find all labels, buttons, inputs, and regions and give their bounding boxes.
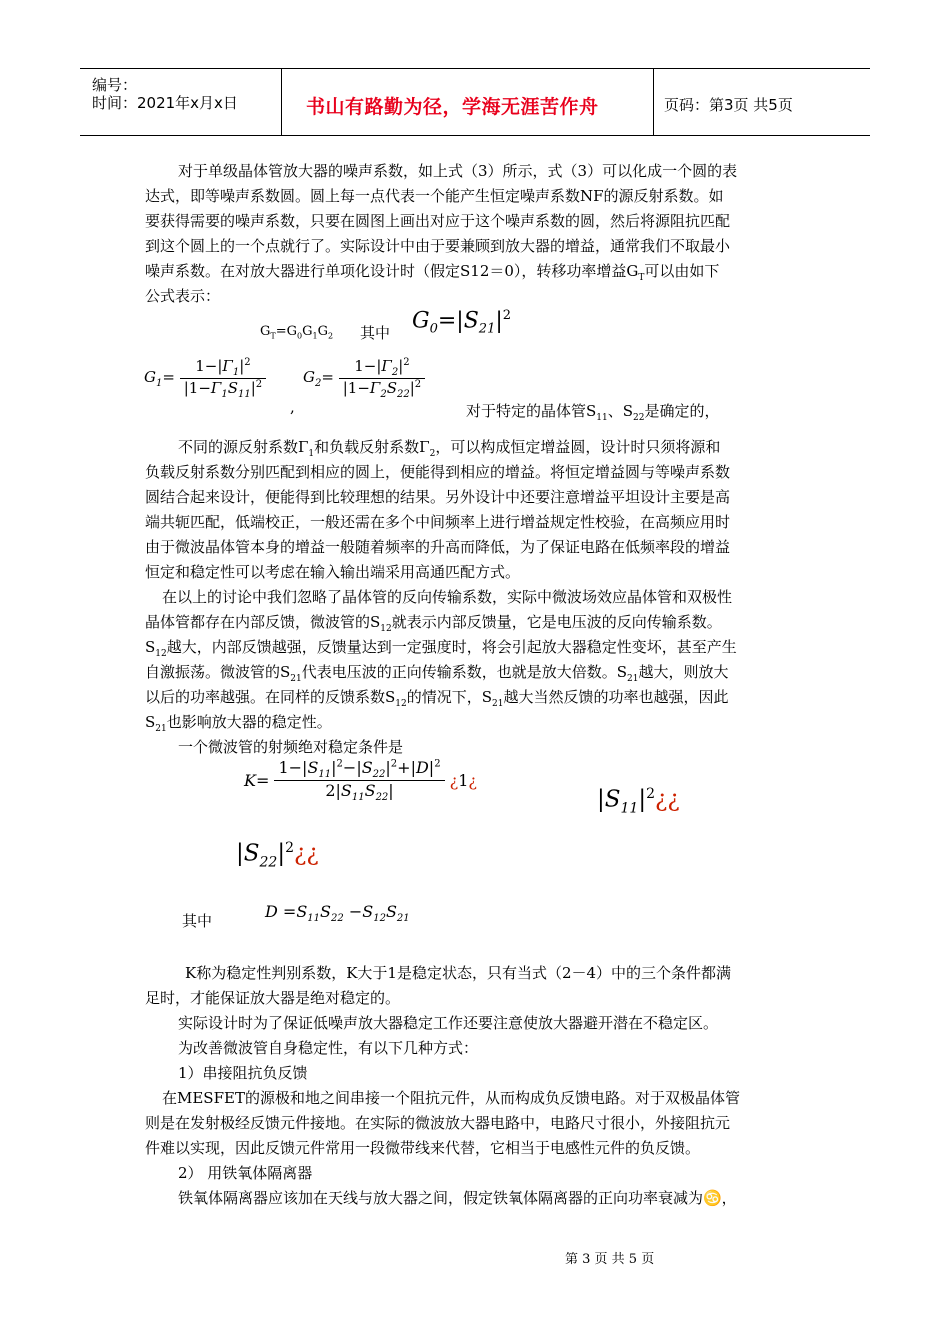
text-line: 到这个圆上的一个点就行了。实际设计中由于要兼顾到放大器的增益，通常我们不取最小	[145, 237, 731, 255]
text-line: 公式表示：	[145, 287, 221, 305]
text-line: K称为稳定性判别系数，K大于1是稳定状态，只有当式（2－4）中的三个条件都满	[185, 964, 732, 982]
header-page-label: 页码：第3页 共5页	[664, 96, 793, 114]
equation-d: $D =S_{11}S_{22} -S_{12}S_{21}$	[265, 902, 410, 925]
header-time-label: 时间：2021年x月x日	[92, 94, 238, 112]
equation-s11-condition: $|S_{11}|^2¿¿$	[597, 786, 680, 817]
text-line: 在以上的讨论中我们忽略了晶体管的反向传输系数，实际中微波场效应晶体管和双极性	[162, 588, 733, 606]
equation-g0: $G_0=|S_{21}|^2$	[412, 308, 512, 337]
equation-k: K= $\frac{1-|S_{11}|^2-|S_{22}|^2+|D|^2}{2|S_{11}S_{22}|}$ ¿1¿	[244, 758, 477, 804]
equation-gt: $G_T=G_0G_1G_2$	[260, 324, 334, 341]
text-line: 件难以实现，因此反馈元件常用一段微带线来代替，它相当于电感性元件的负反馈。	[145, 1139, 701, 1157]
text-line: 在MESFET的源极和地之间串接一个阻抗元件，从而构成负反馈电路。对于双极晶体管	[162, 1089, 740, 1107]
text-line: 自激振荡。微波管的$S_{21}$代表电压波的正向传输系数，也就是放大倍数。$S_{21}$越大，则放大	[145, 663, 729, 684]
text-line: 噪声系数。在对放大器进行单项化设计时（假定S12＝0），转移功率增益$G_T$可以由如下	[145, 262, 720, 283]
equation-g1: $G_1=$ $\frac{1-|\Gamma_1|^2}{|1-\Gamma_1S_{11}|^2}$	[144, 357, 266, 400]
text-line: $S_{12}$越大，内部反馈越强，反馈量达到一定强度时，将会引起放大器稳定性变坏，甚至产生	[145, 638, 737, 659]
footer-page-number: 第 3 页 共 5 页	[565, 1252, 655, 1267]
comma: ,	[290, 398, 295, 416]
stability-intro: 一个微波管的射频绝对稳定条件是	[178, 738, 404, 756]
list-item-1: 1）串接阻抗负反馈	[178, 1064, 308, 1082]
text-line: 实际设计时为了保证低噪声放大器稳定工作还要注意使放大器避开潜在不稳定区。	[178, 1014, 719, 1032]
equation-qizhong-label: 其中	[360, 324, 391, 342]
list-item-2: 2） 用铁氧体隔离器	[178, 1164, 313, 1182]
text-line: 由于微波晶体管本身的增益一般随着频率的升高而降低，为了保证电路在低频率段的增益	[145, 538, 731, 556]
text-line: 晶体管都存在内部反馈，微波管的$S_{12}$就表示内部反馈量，它是电压波的反向传输系数。	[145, 613, 722, 634]
text-line: 不同的源反射系数$\Gamma_1$和负载反射系数$\Gamma_2$，可以构成恒定增益圆，设计时只须将源和	[178, 438, 721, 459]
text-line: 端共轭匹配，低端校正，一般还需在多个中间频率上进行增益规定性校验，在高频应用时	[145, 513, 731, 531]
equation-s22-condition: $|S_{22}|^2¿¿$	[236, 840, 319, 871]
header-top-rule	[80, 68, 870, 69]
text-line: 要获得需要的噪声系数，只要在圆图上画出对应于这个噪声系数的圆，然后将源阻抗匹配	[145, 212, 731, 230]
header-bottom-rule	[80, 135, 870, 136]
text-line: 以后的功率越强。在同样的反馈系数$S_{12}$的情况下，$S_{21}$越大当然反馈的功率也越强，因此	[145, 688, 729, 709]
text-line: 恒定和稳定性可以考虑在输入输出端采用高通匹配方式。	[145, 563, 521, 581]
header-motto: 书山有路勤为径，学海无涯苦作舟	[306, 96, 599, 118]
header-divider-left	[281, 68, 282, 135]
text-fragment: 可以由如下	[644, 262, 720, 280]
text-line: 对于单级晶体管放大器的噪声系数，如上式（3）所示，式（3）可以化成一个圆的表	[178, 162, 738, 180]
text-line: 足时，才能保证放大器是绝对稳定的。	[145, 989, 401, 1007]
text-line: 则是在发射极经反馈元件接地。在实际的微波放大器电路中，电路尺寸很小，外接阻抗元	[145, 1114, 731, 1132]
s11-s22-note: 对于特定的晶体管$S_{11}$、$S_{22}$是确定的，	[466, 402, 720, 423]
text-line: 达式，即等噪声系数圆。圆上每一点代表一个能产生恒定噪声系数NF的源反射系数。如	[145, 187, 724, 205]
text-line: 负载反射系数分别匹配到相应的圆上，便能得到相应的增益。将恒定增益圆与等噪声系数	[145, 463, 731, 481]
text-line: 为改善微波管自身稳定性，有以下几种方式：	[178, 1039, 479, 1057]
text-line: $S_{21}$也影响放大器的稳定性。	[145, 713, 332, 734]
text-line: 圆结合起来设计，便能得到比较理想的结果。另外设计中还要注意增益平坦设计主要是高	[145, 488, 731, 506]
text-fragment: 噪声系数。在对放大器进行单项化设计时（假定S12＝0），转移功率增益G	[145, 262, 639, 280]
text-line: 铁氧体隔离器应该加在天线与放大器之间，假定铁氧体隔离器的正向功率衰减为♋，	[178, 1189, 737, 1207]
header-divider-right	[653, 68, 654, 135]
equation-g2: $G_2=$ $\frac{1-|\Gamma_2|^2}{|1-\Gamma_2S_{22}|^2}$	[303, 357, 425, 400]
header-number-label: 编号：	[92, 76, 138, 94]
qizhong-label-2: 其中	[182, 912, 213, 930]
